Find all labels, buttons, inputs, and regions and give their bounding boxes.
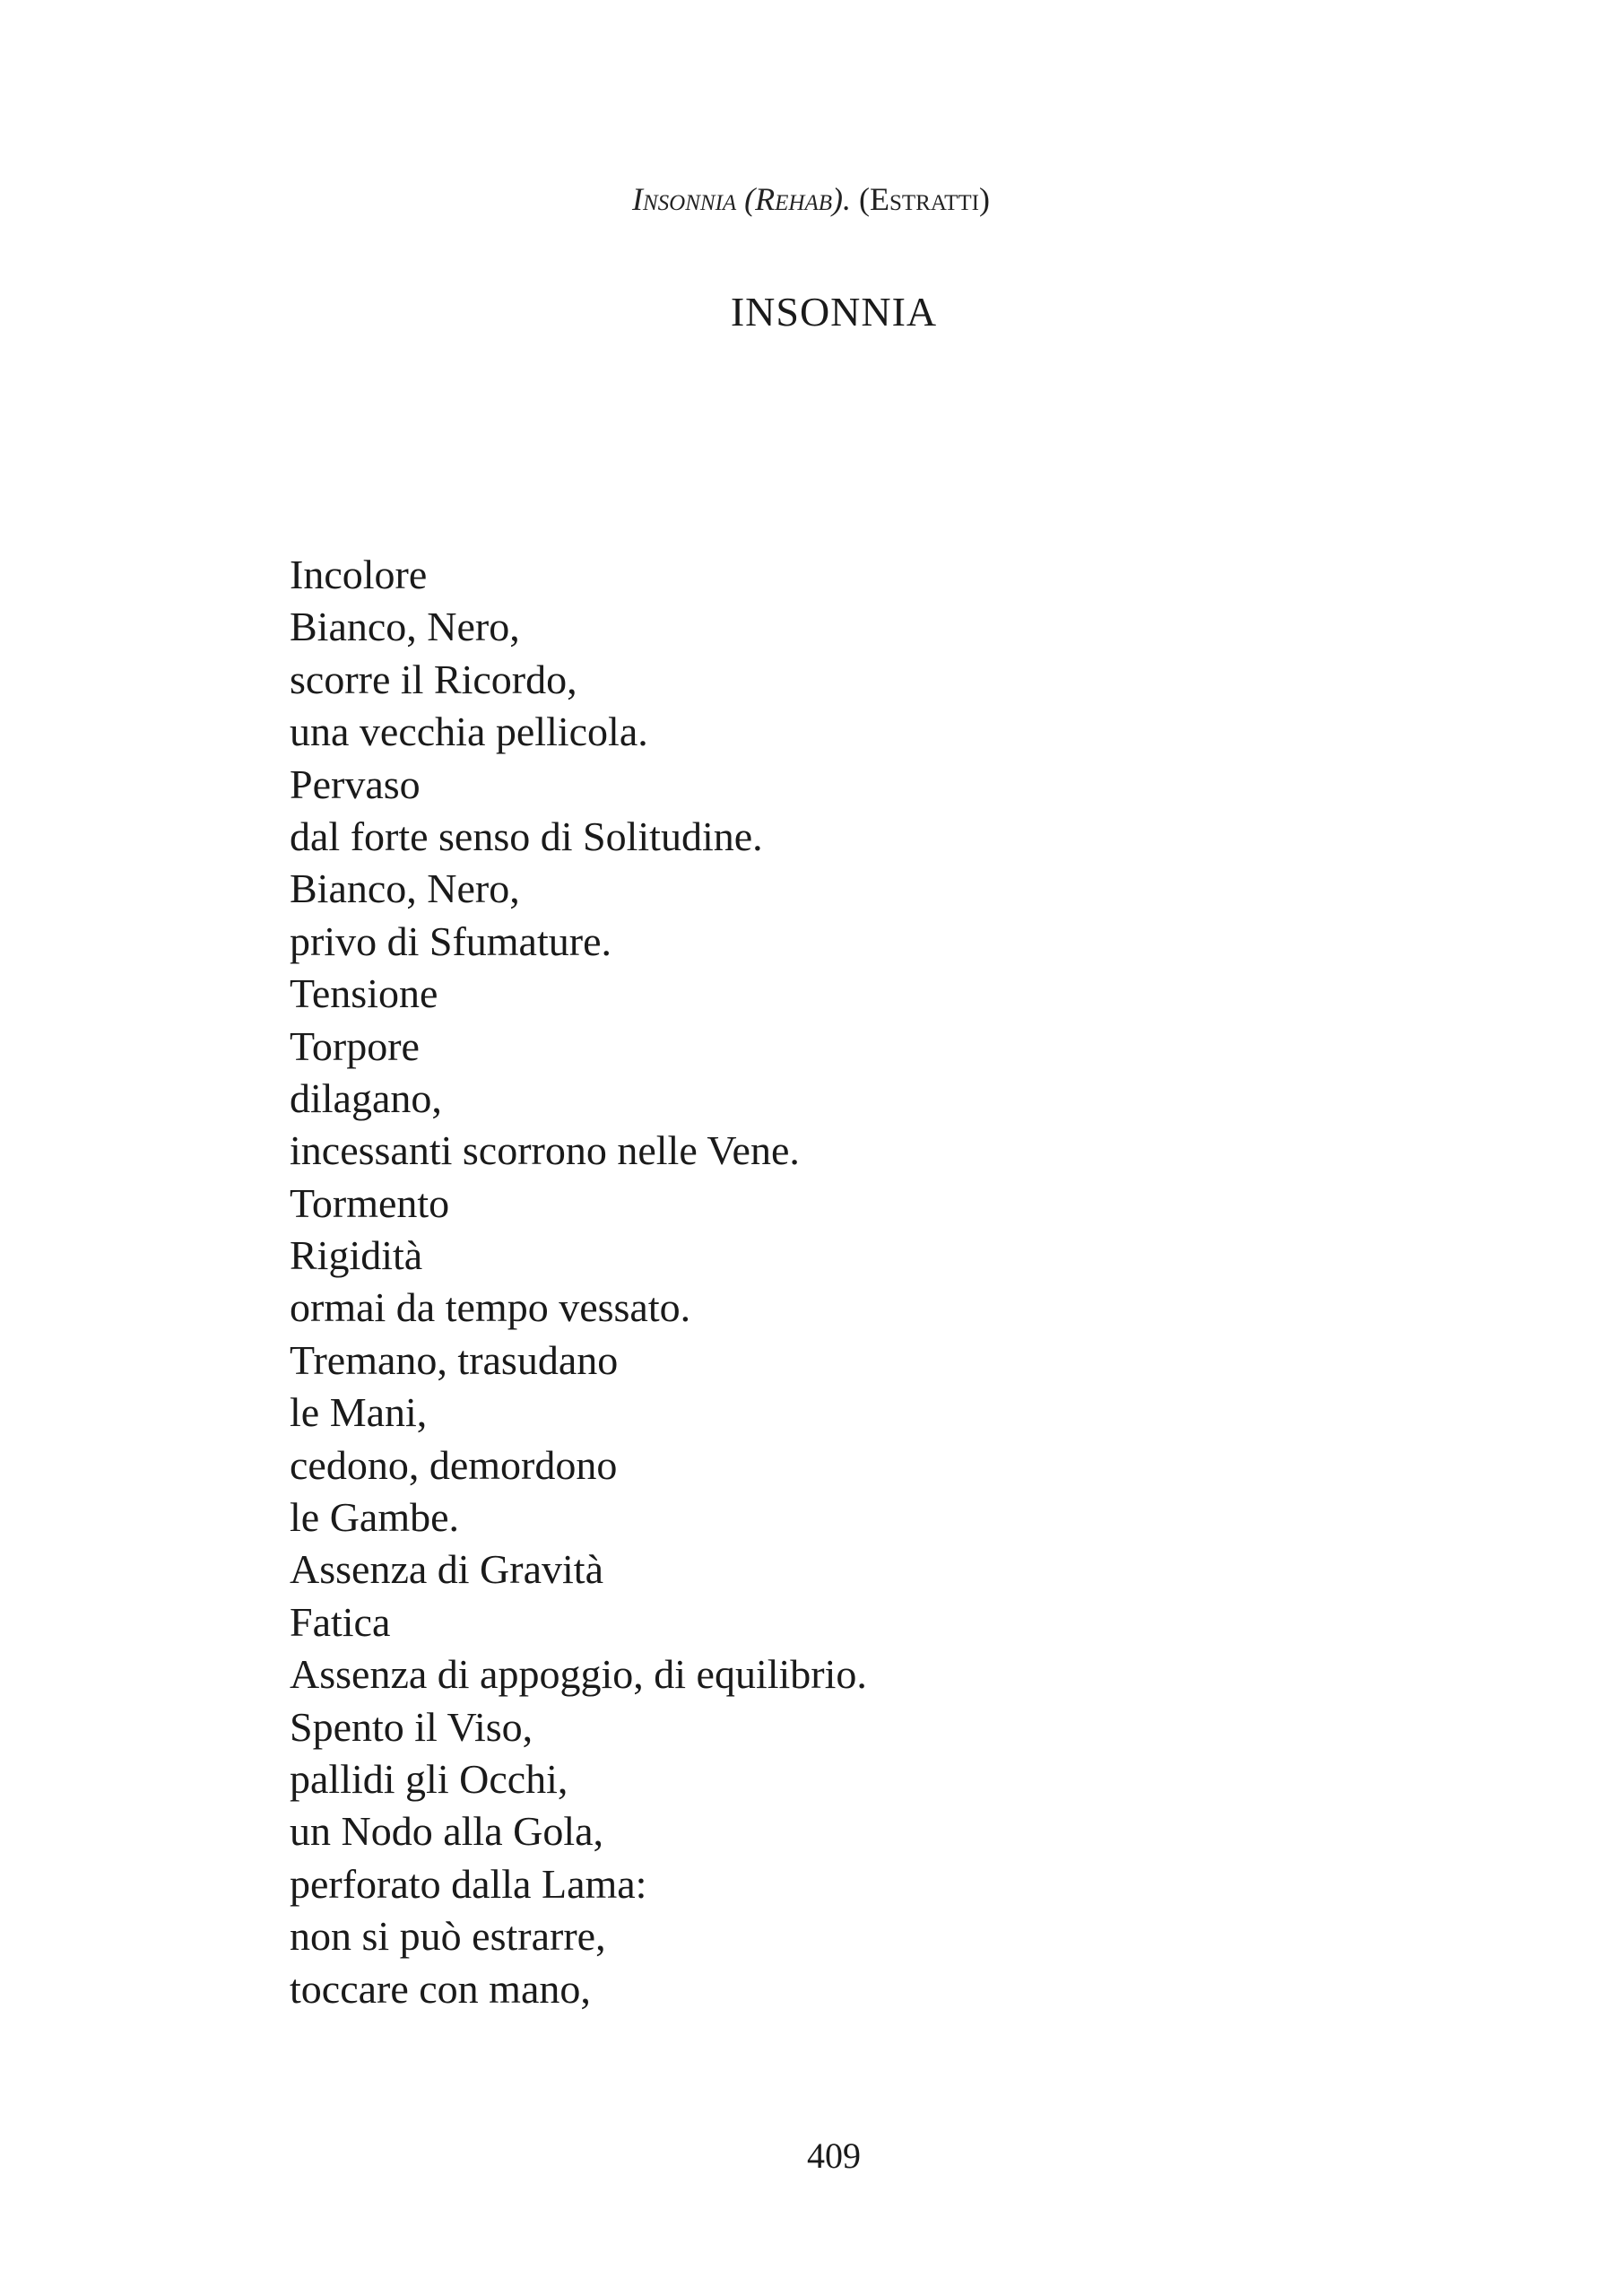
poem-line: Pervaso — [290, 761, 421, 807]
poem-line: Bianco, Nero, — [290, 865, 520, 912]
poem-line: non si può estrarre, — [290, 1913, 606, 1960]
poem-line: incessanti scorrono nelle Vene. — [290, 1127, 800, 1174]
running-header-section: (Estratti) — [859, 181, 990, 217]
poem-line: Rigidità — [290, 1232, 423, 1279]
poem-line: le Gambe. — [290, 1494, 460, 1541]
poem-title: INSONNIA — [730, 289, 938, 335]
poem-line: scorre il Ricordo, — [290, 656, 577, 702]
poem-line: Torpore — [290, 1022, 420, 1069]
page-number: 409 — [807, 2135, 861, 2176]
poem-line: cedono, demordono — [290, 1441, 618, 1488]
poem-line: toccare con mano, — [290, 1965, 591, 2012]
poem-line: Tensione — [290, 970, 438, 1017]
poem-line: Incolore — [290, 552, 428, 597]
poem-line: una vecchia pellicola. — [290, 709, 648, 755]
poem-line: perforato dalla Lama: — [290, 1860, 647, 1907]
poem-line: dilagano, — [290, 1074, 442, 1121]
poem-line: le Mani, — [290, 1389, 428, 1436]
running-header — [0, 178, 1622, 221]
poem-body — [290, 549, 1455, 2015]
poem-line: privo di Sfumature. — [290, 918, 612, 964]
poem-line: Tremano, trasudano — [290, 1336, 619, 1383]
poem-line: Assenza di Gravità — [290, 1546, 603, 1593]
poem-line: Fatica — [290, 1598, 391, 1645]
poem-line: dal forte senso di Solitudine. — [290, 813, 763, 859]
poem-line: pallidi gli Occhi, — [290, 1755, 568, 1802]
running-header-book-title: Insonnia (Rehab). — [632, 181, 852, 217]
poem-line: Bianco, Nero, — [290, 604, 520, 650]
poem-line: Spento il Viso, — [290, 1703, 533, 1750]
poem-line: ormai da tempo vessato. — [290, 1284, 691, 1331]
poem-line: Assenza di appoggio, di equilibrio. — [290, 1651, 867, 1698]
poem-line: Tormento — [290, 1179, 450, 1226]
poem-line: un Nodo alla Gola, — [290, 1808, 604, 1855]
